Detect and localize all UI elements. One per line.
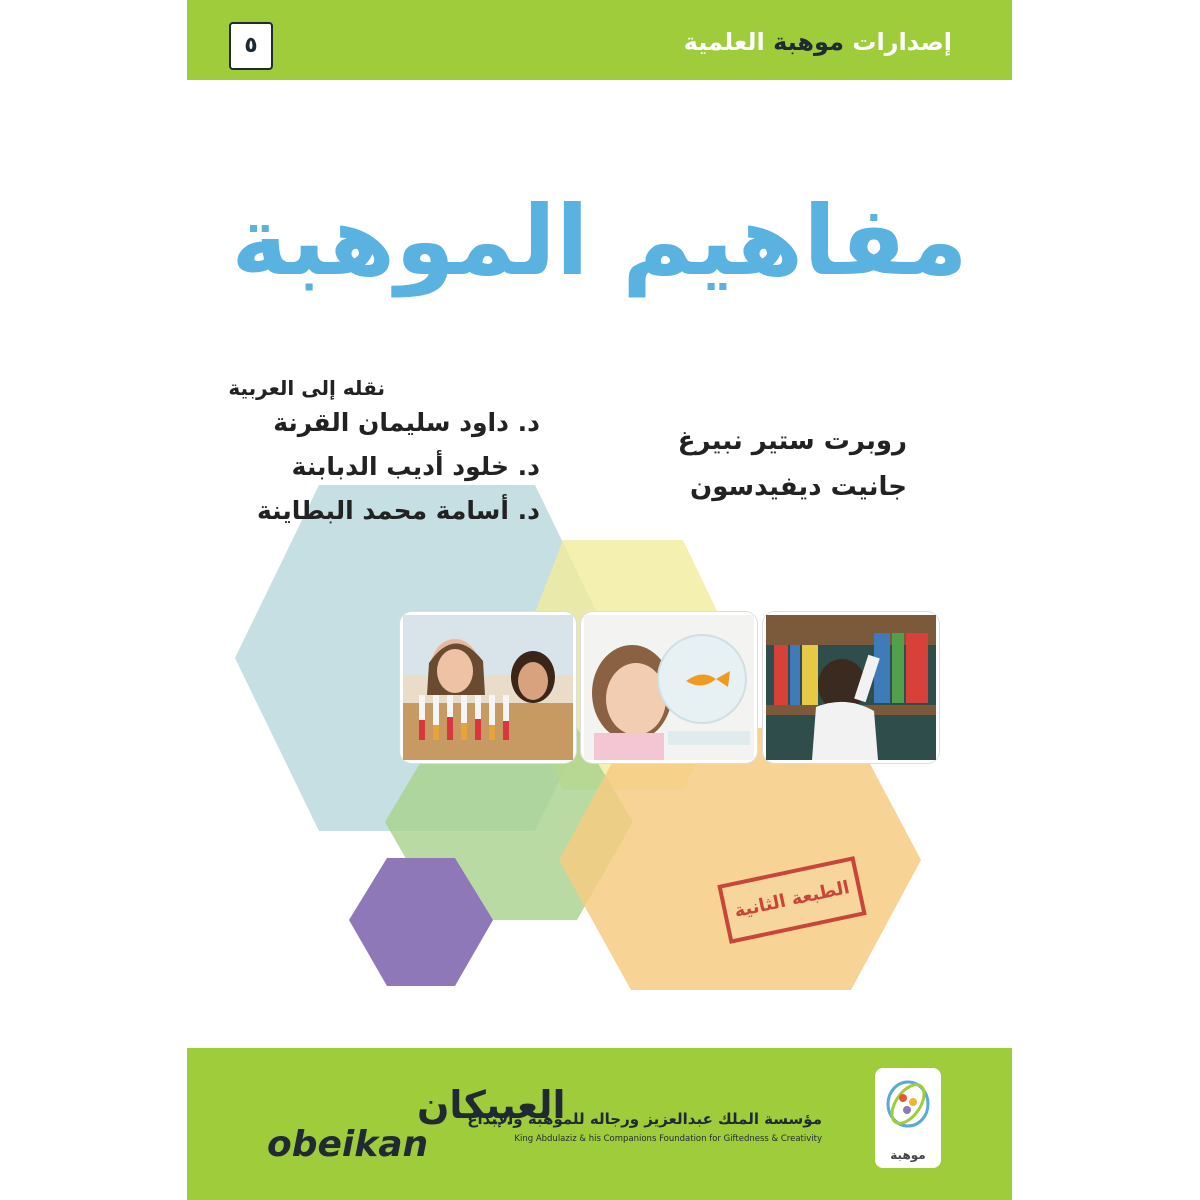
translator-name: د. داود سليمان القرنة xyxy=(273,408,540,437)
svg-text:العبيكان: العبيكان xyxy=(417,1083,566,1127)
author-name: روبرت ستير نبيرغ xyxy=(677,426,907,456)
series-suffix: العلمية xyxy=(683,28,765,56)
authors-block xyxy=(678,418,907,510)
translator-name: د. خلود أديب الدبابنة xyxy=(291,452,540,481)
obeikan-logo xyxy=(257,1078,566,1166)
book-title: مفاهيم الموهبة xyxy=(231,185,968,297)
author-name: جانيت ديفيدسون xyxy=(690,472,907,502)
hexagon-decoration xyxy=(187,0,1012,1200)
photo-girl-goldfish xyxy=(581,612,757,763)
svg-text:obeikan: obeikan xyxy=(267,1124,429,1165)
edition-stamp: الطبعة الثانية xyxy=(717,856,866,944)
hexagon-orange xyxy=(559,728,921,990)
translator-name: د. أسامة محمد البطاينة xyxy=(257,496,540,525)
translation-lead: نقله إلى العربية xyxy=(228,376,385,400)
translators-block xyxy=(228,375,540,533)
mawhiba-emblem-icon xyxy=(875,1068,941,1138)
series-number-badge: ٥ xyxy=(229,22,273,70)
foundation-name-arabic: مؤسسة الملك عبدالعزيز ورجاله للموهبة والإبداع xyxy=(467,1110,822,1128)
photo-girls-lab xyxy=(400,612,576,763)
mawhiba-logo-text: موهبة xyxy=(890,1148,926,1162)
series-brand: موهبة xyxy=(773,28,844,56)
photo-boy-bookshelf xyxy=(763,612,939,763)
book-cover xyxy=(187,0,1012,1200)
mawhiba-logo xyxy=(875,1068,941,1168)
foundation-name-english: King Abdulaziz & his Companions Foundation for Giftedness & Creativity xyxy=(514,1134,822,1144)
series-prefix: إصدارات xyxy=(852,28,952,56)
